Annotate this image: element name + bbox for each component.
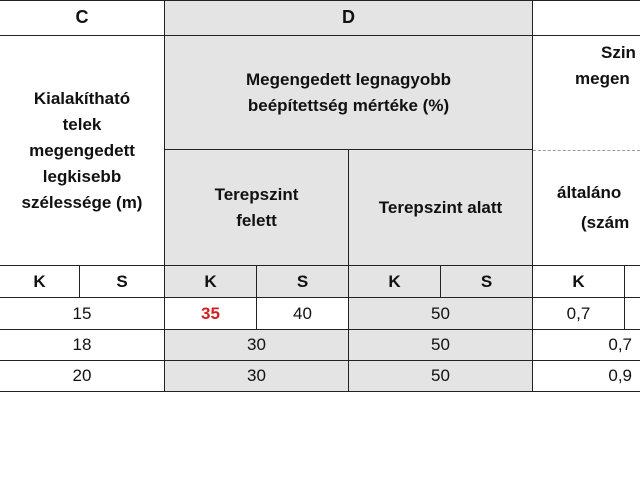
table-row-3-c: 20	[0, 361, 165, 392]
table-row-1-d-above-s: 40	[257, 298, 349, 330]
column-e-title-line1: Szin	[601, 43, 636, 62]
table-row-1-c: 15	[0, 298, 165, 330]
e-k-header: K	[533, 266, 625, 298]
column-d-sub-below: Terepszint alatt	[349, 150, 533, 266]
column-d-title: Megengedett legnagyobb beépítettség mértéke (%)	[165, 36, 533, 150]
column-e-sub-line1: általáno	[557, 183, 622, 202]
table-row-2-d-below: 50	[349, 330, 533, 361]
column-c-letter: C	[0, 0, 165, 36]
c-k-header: K	[0, 266, 80, 298]
d-below-k-header: K	[349, 266, 441, 298]
table-row-1-e-k: 0,7	[533, 298, 625, 330]
d-below-s-header: S	[441, 266, 533, 298]
column-e-sub-line2: (szám	[581, 213, 630, 232]
column-d-letter: D	[165, 0, 533, 36]
table-row-2-e: 0,7	[533, 330, 640, 361]
table-row-3-d-below: 50	[349, 361, 533, 392]
table-row-3-e: 0,9	[533, 361, 640, 392]
table-row-1-e-s	[625, 298, 640, 330]
table-row-1-d-below: 50	[349, 298, 533, 330]
column-c-title: Kialakítható telek megengedett legkisebb szélessége (m)	[0, 36, 165, 266]
table-top-border	[0, 0, 640, 1]
table-row-2-d-above: 30	[165, 330, 349, 361]
d-above-k-header: K	[165, 266, 257, 298]
table-row-1-d-above-k: 35	[165, 298, 257, 330]
table-row-2-c: 18	[0, 330, 165, 361]
column-e-divider	[533, 150, 640, 151]
column-e-letter	[533, 0, 640, 36]
d-above-s-header: S	[257, 266, 349, 298]
column-e-title-line2: megen	[575, 69, 630, 88]
column-d-sub-above: Terepszint felett	[165, 150, 349, 266]
column-e-title	[533, 36, 640, 150]
column-e-sub	[533, 150, 640, 266]
table-row-3-d-above: 30	[165, 361, 349, 392]
c-s-header: S	[80, 266, 165, 298]
e-s-header	[625, 266, 640, 298]
